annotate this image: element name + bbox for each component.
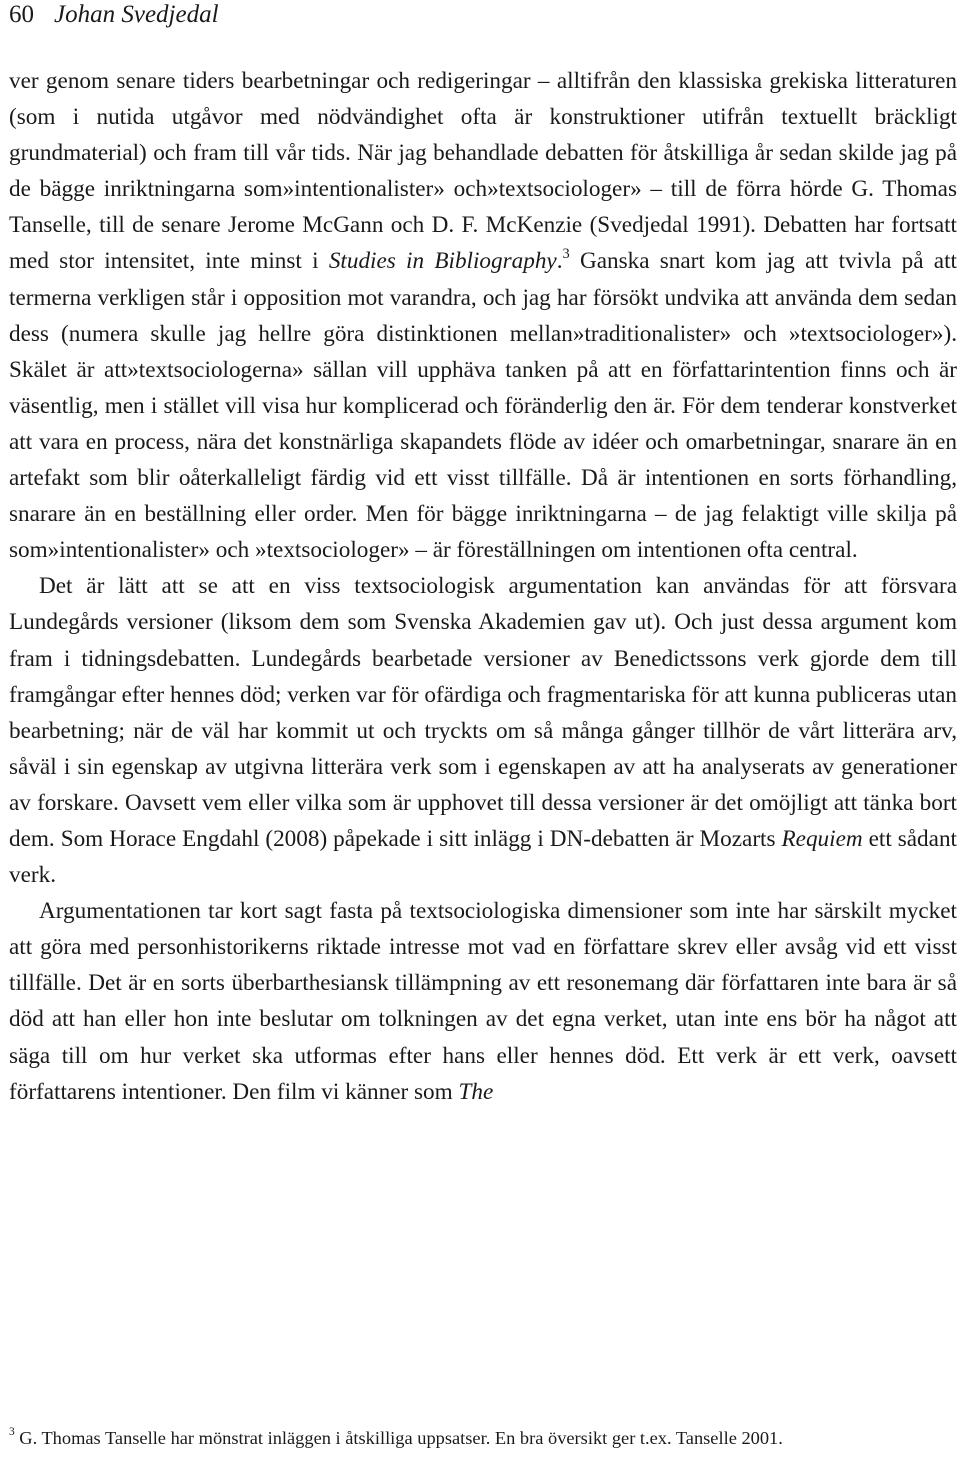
book-page	[9, 0, 957, 1476]
footnotes	[9, 1425, 957, 1452]
footnote	[9, 1425, 957, 1452]
work-title: Requiem	[781, 825, 863, 852]
paragraph: Argumentationen tar kort sagt fasta på textsociologiska dimensioner som inte har särskilt mycket att göra med personhistorikerns riktade intresse mot vad en författare skrev eller avsåg vid ett visst tillfälle. Det är en sorts überbarthesiansk tillämpning av ett resonemang där författaren inte bara är så död att han eller hon inte beslutar om tolkningen av det egna verket, utan inte ens bör ha något att säga till om hur verket ska utformas efter hans eller hennes död. Ett verk är ett verk, oavsett författarens intentioner. Den film vi känner som The	[9, 898, 957, 1105]
paragraph: Det är lätt att se att en viss textsociologisk argumentation kan användas för att försvara Lundegårds versioner (liksom dem som Svenska Akademien gav ut). Och just dessa argument kom fram i tidningsdebatten. Lundegårds bearbetade versioner av Benedictssons verk gjorde dem till framgångar efter hennes död; verken var för ofärdiga och fragmentariska för att kunna publiceras utan bearbetning; när de väl har kommit ut och tryckts om så många gånger tillhör de vårt litterära arv, såväl i sin egenskap av utgivna litterära verk som i egenskapen av att ha analyserats av generationer av forskare. Oavsett vem eller vilka som är upphovet till dessa versioner är det omöjligt att tänka bort dem. Som Horace Engdahl (2008) påpekade i sitt inlägg i DN-debatten är Mozarts Requiem ett sådant verk.	[9, 573, 957, 889]
work-title: The	[458, 1078, 494, 1105]
footnote-text: G. Thomas Tanselle har mönstrat inläggen i åtskilliga uppsatser. En bra översikt ger t.ex. Tanselle 2001.	[14, 1428, 783, 1448]
paragraph: ver genom senare tiders bearbetningar och redigeringar – alltifrån den klassiska grekiska litteraturen (som i nutida utgåvor med nödvändighet ofta är konstruktioner utifrån textuellt bräckligt grundmaterial) och fram till vår tids. När jag behandlade debatten för åtskilliga år sedan skilde jag på de bägge inriktningarna som»intentionalister» och»textsociologer» – till de förra hörde G. Thomas Tanselle, till de senare Jerome McGann och D. F. McKenzie (Svedjedal 1991). Debatten har fortsatt med stor intensitet, inte minst i Studies in Bibliography.$^3$ Ganska snart kom jag att tvivla på att termerna verkligen står i opposition mot varandra, och jag har försökt undvika att använda dem sedan dess (numera skulle jag hellre göra distinktionen mellan»traditionalister» och »textsociologer»). Skälet är att»textsociologerna» sällan vill upphäva tanken på att en författarintention finns och är väsentlig, men i stället vill visa hur komplicerad och föränderlig den är. För dem tenderar konstverket att vara en process, nära det konstnärliga skapandets flöde av idéer och omarbetningar, snarare än en artefakt som blir oåterkalleligt färdig vid ett visst tillfälle. Då är intentionen en sorts förhandling, snarare än en beställning eller order. Men för bägge inriktningarna – de jag felaktigt ville skilja på som»intentionalister» och »textsociologer» – är föreställningen om intentionen ofta central.	[9, 68, 957, 564]
page-number: 60	[9, 1, 34, 28]
footnote-marker: 3	[9, 1426, 15, 1439]
journal-title: Studies in Bibliography	[328, 248, 557, 275]
body-text	[9, 63, 957, 1110]
running-header	[9, 0, 219, 30]
footnote-reference[interactable]: 3	[562, 245, 570, 262]
running-head-author: Johan Svedjedal	[54, 1, 219, 28]
